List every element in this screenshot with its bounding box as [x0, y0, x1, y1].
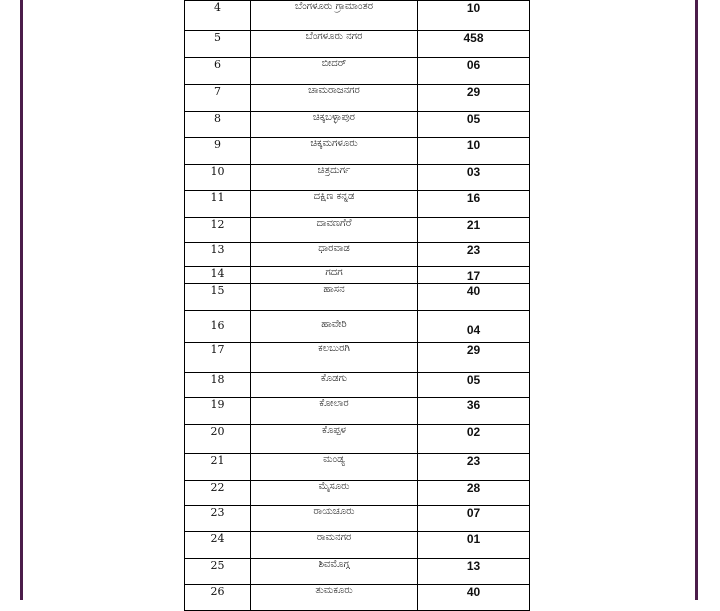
serial-number-cell: 21	[185, 454, 251, 481]
table-row	[185, 454, 530, 481]
case-count-cell: 16	[418, 191, 530, 218]
case-count-cell: 28	[418, 481, 530, 506]
case-count-cell: 01	[418, 532, 530, 559]
table-row	[185, 532, 530, 559]
district-name-cell: ಬೆಂಗಳೂರು ಗ್ರಾಮಾಂತರ	[251, 1, 418, 31]
serial-number-cell: 22	[185, 481, 251, 506]
serial-number-cell: 16	[185, 311, 251, 343]
serial-number-cell: 13	[185, 243, 251, 267]
case-count-cell: 21	[418, 218, 530, 243]
case-count-cell: 29	[418, 343, 530, 373]
district-name-cell: ಮೈಸೂರು	[251, 481, 418, 506]
serial-number-cell: 26	[185, 585, 251, 611]
district-name-cell: ಗದಗ	[251, 267, 418, 284]
district-cases-table	[184, 0, 530, 611]
table-row	[185, 481, 530, 506]
district-name-cell: ರಾಯಚೂರು	[251, 506, 418, 532]
case-count-cell: 13	[418, 559, 530, 585]
case-count-cell: 40	[418, 585, 530, 611]
case-count-cell: 458	[418, 31, 530, 58]
district-name-cell: ಚಿಕ್ಕಬಳ್ಳಾಪುರ	[251, 112, 418, 138]
table-row	[185, 165, 530, 191]
district-name-cell: ಹಾಸನ	[251, 284, 418, 311]
table-row	[185, 1, 530, 31]
district-name-cell: ದಾವಣಗೆರೆ	[251, 218, 418, 243]
table-row	[185, 85, 530, 112]
case-count-cell: 23	[418, 454, 530, 481]
serial-number-cell: 19	[185, 398, 251, 425]
case-count-cell: 29	[418, 85, 530, 112]
table-row	[185, 31, 530, 58]
district-name-cell: ಚಿಕ್ಕಮಗಳೂರು	[251, 138, 418, 165]
case-count-cell: 17	[418, 267, 530, 284]
serial-number-cell: 20	[185, 425, 251, 454]
district-name-cell: ರಾಮನಗರ	[251, 532, 418, 559]
case-count-cell: 03	[418, 165, 530, 191]
serial-number-cell: 11	[185, 191, 251, 218]
district-name-cell: ಕೊಪ್ಪಳ	[251, 425, 418, 454]
case-count-cell: 05	[418, 373, 530, 398]
table-row	[185, 506, 530, 532]
table-row	[185, 58, 530, 85]
serial-number-cell: 24	[185, 532, 251, 559]
table-row	[185, 218, 530, 243]
district-name-cell: ಬೀದರ್	[251, 58, 418, 85]
table-row	[185, 343, 530, 373]
district-name-cell: ಹಾವೇರಿ	[251, 311, 418, 343]
serial-number-cell: 25	[185, 559, 251, 585]
serial-number-cell: 15	[185, 284, 251, 311]
table-row	[185, 585, 530, 611]
case-count-cell: 06	[418, 58, 530, 85]
district-name-cell: ಧಾರವಾಡ	[251, 243, 418, 267]
table-row	[185, 112, 530, 138]
table-row	[185, 243, 530, 267]
case-count-cell: 10	[418, 138, 530, 165]
table-row	[185, 373, 530, 398]
district-name-cell: ದಕ್ಷಿಣ ಕನ್ನಡ	[251, 191, 418, 218]
table-row	[185, 559, 530, 585]
table-row	[185, 311, 530, 343]
table-row	[185, 138, 530, 165]
serial-number-cell: 18	[185, 373, 251, 398]
district-name-cell: ಚಾಮರಾಜನಗರ	[251, 85, 418, 112]
district-name-cell: ಶಿವಮೊಗ್ಗ	[251, 559, 418, 585]
district-name-cell: ತುಮಕೂರು	[251, 585, 418, 611]
serial-number-cell: 14	[185, 267, 251, 284]
serial-number-cell: 23	[185, 506, 251, 532]
district-name-cell: ಚಿತ್ರದುರ್ಗ	[251, 165, 418, 191]
case-count-cell: 04	[418, 311, 530, 343]
case-count-cell: 23	[418, 243, 530, 267]
serial-number-cell: 7	[185, 85, 251, 112]
table-body	[185, 1, 530, 611]
table-row	[185, 398, 530, 425]
serial-number-cell: 12	[185, 218, 251, 243]
serial-number-cell: 4	[185, 1, 251, 31]
serial-number-cell: 9	[185, 138, 251, 165]
page-border-right	[695, 0, 698, 600]
table-row	[185, 284, 530, 311]
serial-number-cell: 8	[185, 112, 251, 138]
serial-number-cell: 5	[185, 31, 251, 58]
case-count-cell: 07	[418, 506, 530, 532]
table-row	[185, 425, 530, 454]
page-border-left	[20, 0, 23, 600]
district-name-cell: ಕಲಬುರಗಿ	[251, 343, 418, 373]
district-name-cell: ಕೋಲಾರ	[251, 398, 418, 425]
case-count-cell: 05	[418, 112, 530, 138]
serial-number-cell: 17	[185, 343, 251, 373]
case-count-cell: 40	[418, 284, 530, 311]
case-count-cell: 10	[418, 1, 530, 31]
table-row	[185, 191, 530, 218]
table-row	[185, 267, 530, 284]
district-name-cell: ಮಂಡ್ಯ	[251, 454, 418, 481]
serial-number-cell: 10	[185, 165, 251, 191]
case-count-cell: 36	[418, 398, 530, 425]
case-count-cell: 02	[418, 425, 530, 454]
district-name-cell: ಕೊಡಗು	[251, 373, 418, 398]
serial-number-cell: 6	[185, 58, 251, 85]
district-name-cell: ಬೆಂಗಳೂರು ನಗರ	[251, 31, 418, 58]
